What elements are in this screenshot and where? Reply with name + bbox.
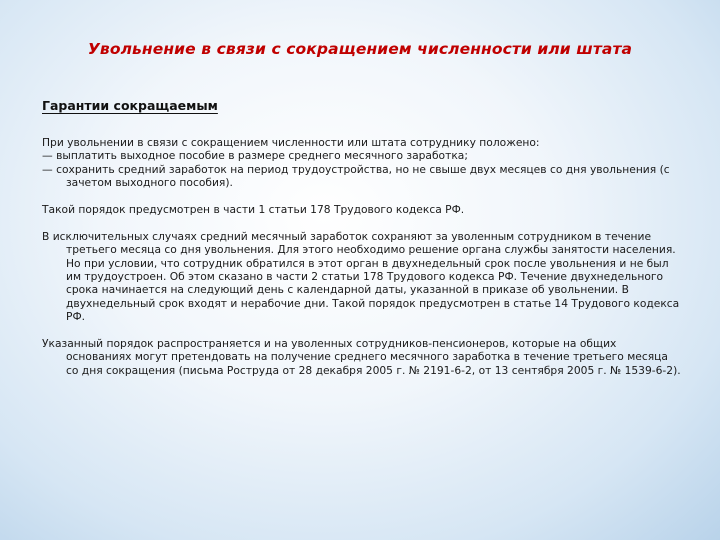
paragraph-bullet-average-earnings: — сохранить средний заработок на период трудоустройства, но не свыше двух месяцев со дня увольнения (с зачетом выходного пособия). [42, 162, 670, 190]
paragraph-intro: При увольнении в связи с сокращением численности или штата сотруднику положено: [42, 136, 540, 149]
slide-title: Увольнение в связи с сокращением численности или штата [87, 40, 633, 58]
body-text [42, 136, 682, 391]
section-heading: Гарантии сокращаемым [42, 98, 218, 113]
paragraph-pensioners: Указанный порядок распространяется и на уволенных сотрудников-пенсионеров, которые на общих основаниях могут претендовать на получение среднего месячного заработка в течение третьего месяца со дня сокращения (письма Роструда от 28 декабря 2005 г. № 2191-6-2, от 13 сентября 2005 г. № 1539-6-2). [42, 337, 681, 377]
paragraph-exceptional-cases: В исключительных случаях средний месячный заработок сохраняют за уволенным сотрудником в течение третьего месяца со дня увольнения. Для этого необходимо решение органа службы занятости населения. Но при условии, что сотрудник обратился в этот орган в двухнедельный срок после увольнения и не был им трудоустроен. Об этом сказано в части 2 статьи 178 Трудового кодекса РФ. Течение двухнедельного срока начинается на следующий день с календарной даты, указанной в приказе об увольнении. В двухнедельный срок входят и нерабочие дни. Такой порядок предусмотрен в статье 14 Трудового кодекса РФ. [42, 229, 680, 324]
paragraph-bullet-severance: — выплатить выходное пособие в размере среднего месячного заработка; [42, 149, 468, 163]
paragraph-article-178-part-1: Такой порядок предусмотрен в части 1 статьи 178 Трудового кодекса РФ. [42, 203, 465, 217]
